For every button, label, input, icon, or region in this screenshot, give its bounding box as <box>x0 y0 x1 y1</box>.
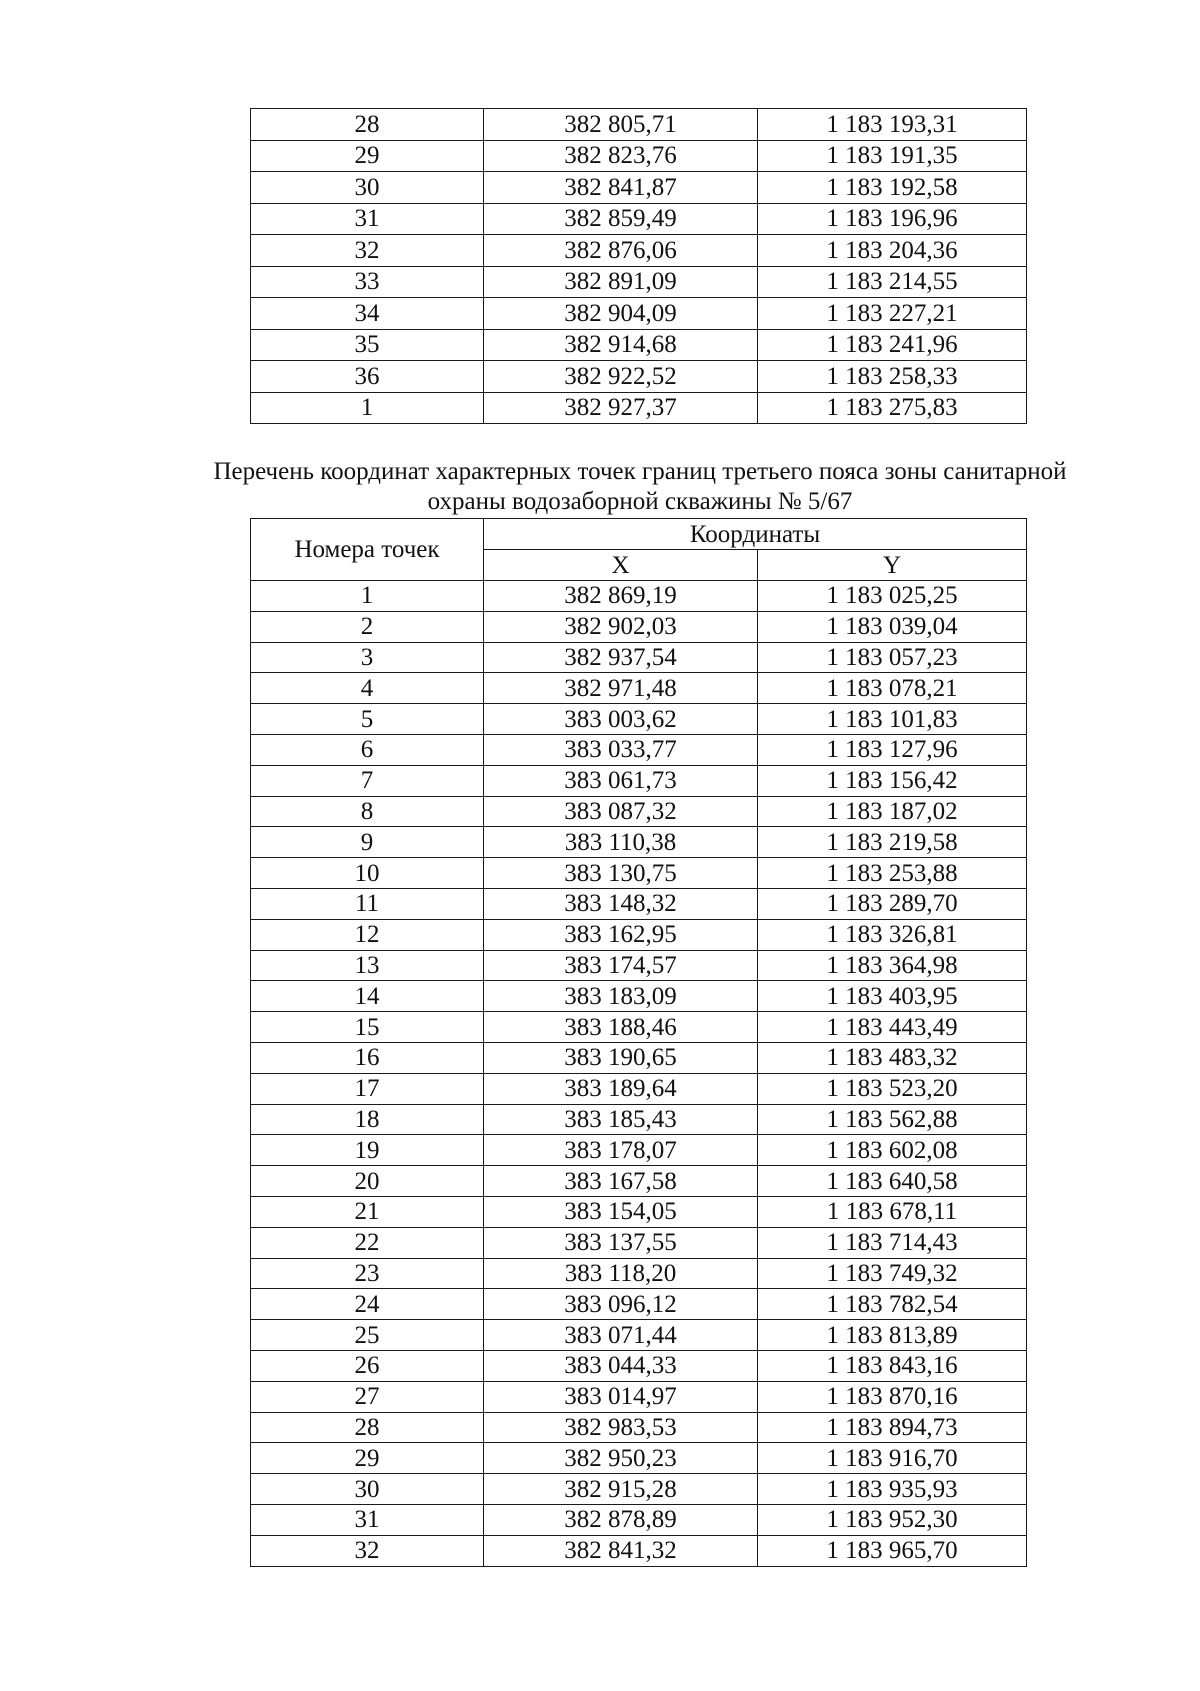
point-number-cell: 28 <box>251 1412 484 1443</box>
table-row <box>251 1258 1027 1289</box>
point-number-cell: 19 <box>251 1135 484 1166</box>
point-number-cell: 30 <box>251 1474 484 1505</box>
table-row <box>251 704 1027 735</box>
y-coordinate-cell: 1 183 275,83 <box>758 392 1027 424</box>
y-coordinate-cell: 1 183 562,88 <box>758 1104 1027 1135</box>
x-coordinate-cell: 383 033,77 <box>484 734 758 765</box>
point-number-cell: 33 <box>251 266 484 298</box>
point-number-cell: 32 <box>251 235 484 267</box>
table-row <box>251 611 1027 642</box>
header-coordinates: Координаты <box>484 519 1027 550</box>
point-number-cell: 11 <box>251 888 484 919</box>
y-coordinate-cell: 1 183 191,35 <box>758 140 1027 172</box>
header-y: Y <box>758 550 1027 581</box>
section-title-line1: Перечень координат характерных точек границ третьего пояса зоны санитарной <box>213 458 1067 485</box>
y-coordinate-cell: 1 183 782,54 <box>758 1289 1027 1320</box>
point-number-cell: 12 <box>251 919 484 950</box>
point-number-cell: 31 <box>251 203 484 235</box>
point-number-cell: 36 <box>251 361 484 393</box>
x-coordinate-cell: 382 859,49 <box>484 203 758 235</box>
table-row <box>251 1042 1027 1073</box>
point-number-cell: 10 <box>251 858 484 889</box>
x-coordinate-cell: 383 014,97 <box>484 1381 758 1412</box>
x-coordinate-cell: 383 118,20 <box>484 1258 758 1289</box>
x-coordinate-cell: 382 891,09 <box>484 266 758 298</box>
table-row <box>251 796 1027 827</box>
y-coordinate-cell: 1 183 025,25 <box>758 581 1027 612</box>
point-number-cell: 13 <box>251 950 484 981</box>
y-coordinate-cell: 1 183 101,83 <box>758 704 1027 735</box>
table-row <box>251 235 1027 267</box>
point-number-cell: 1 <box>251 581 484 612</box>
table-row <box>251 919 1027 950</box>
x-coordinate-cell: 383 003,62 <box>484 704 758 735</box>
table-row <box>251 1196 1027 1227</box>
x-coordinate-cell: 382 904,09 <box>484 298 758 330</box>
table-row <box>251 329 1027 361</box>
x-coordinate-cell: 383 110,38 <box>484 827 758 858</box>
point-number-cell: 22 <box>251 1227 484 1258</box>
x-coordinate-cell: 383 190,65 <box>484 1042 758 1073</box>
y-coordinate-cell: 1 183 219,58 <box>758 827 1027 858</box>
y-coordinate-cell: 1 183 403,95 <box>758 981 1027 1012</box>
point-number-cell: 8 <box>251 796 484 827</box>
x-coordinate-cell: 383 185,43 <box>484 1104 758 1135</box>
point-number-cell: 6 <box>251 734 484 765</box>
table-row <box>251 765 1027 796</box>
y-coordinate-cell: 1 183 192,58 <box>758 172 1027 204</box>
x-coordinate-cell: 383 167,58 <box>484 1166 758 1197</box>
y-coordinate-cell: 1 183 443,49 <box>758 1012 1027 1043</box>
x-coordinate-cell: 383 174,57 <box>484 950 758 981</box>
point-number-cell: 2 <box>251 611 484 642</box>
point-number-cell: 9 <box>251 827 484 858</box>
y-coordinate-cell: 1 183 326,81 <box>758 919 1027 950</box>
point-number-cell: 5 <box>251 704 484 735</box>
y-coordinate-cell: 1 183 364,98 <box>758 950 1027 981</box>
x-coordinate-cell: 382 805,71 <box>484 109 758 141</box>
x-coordinate-cell: 382 927,37 <box>484 392 758 424</box>
point-number-cell: 32 <box>251 1535 484 1566</box>
point-number-cell: 35 <box>251 329 484 361</box>
point-number-cell: 4 <box>251 673 484 704</box>
y-coordinate-cell: 1 183 714,43 <box>758 1227 1027 1258</box>
point-number-cell: 24 <box>251 1289 484 1320</box>
table-header <box>251 519 1027 581</box>
table-row <box>251 1350 1027 1381</box>
table-row <box>251 1073 1027 1104</box>
y-coordinate-cell: 1 183 894,73 <box>758 1412 1027 1443</box>
y-coordinate-cell: 1 183 241,96 <box>758 329 1027 361</box>
y-coordinate-cell: 1 183 870,16 <box>758 1381 1027 1412</box>
x-coordinate-cell: 382 823,76 <box>484 140 758 172</box>
point-number-cell: 26 <box>251 1350 484 1381</box>
x-coordinate-cell: 383 130,75 <box>484 858 758 889</box>
table-row <box>251 392 1027 424</box>
y-coordinate-cell: 1 183 204,36 <box>758 235 1027 267</box>
table-row <box>251 734 1027 765</box>
point-number-cell: 25 <box>251 1320 484 1351</box>
table-row <box>251 642 1027 673</box>
point-number-cell: 18 <box>251 1104 484 1135</box>
y-coordinate-cell: 1 183 078,21 <box>758 673 1027 704</box>
point-number-cell: 20 <box>251 1166 484 1197</box>
x-coordinate-cell: 383 154,05 <box>484 1196 758 1227</box>
table-row <box>251 361 1027 393</box>
table-row <box>251 1135 1027 1166</box>
y-coordinate-cell: 1 183 196,96 <box>758 203 1027 235</box>
x-coordinate-cell: 382 915,28 <box>484 1474 758 1505</box>
x-coordinate-cell: 383 087,32 <box>484 796 758 827</box>
point-number-cell: 29 <box>251 1443 484 1474</box>
y-coordinate-cell: 1 183 678,11 <box>758 1196 1027 1227</box>
point-number-cell: 16 <box>251 1042 484 1073</box>
y-coordinate-cell: 1 183 057,23 <box>758 642 1027 673</box>
y-coordinate-cell: 1 183 602,08 <box>758 1135 1027 1166</box>
x-coordinate-cell: 383 096,12 <box>484 1289 758 1320</box>
header-point-numbers: Номера точек <box>251 519 484 581</box>
table-row <box>251 1104 1027 1135</box>
table-row <box>251 1412 1027 1443</box>
x-coordinate-cell: 383 188,46 <box>484 1012 758 1043</box>
point-number-cell: 29 <box>251 140 484 172</box>
y-coordinate-cell: 1 183 258,33 <box>758 361 1027 393</box>
y-coordinate-cell: 1 183 640,58 <box>758 1166 1027 1197</box>
point-number-cell: 14 <box>251 981 484 1012</box>
x-coordinate-cell: 382 937,54 <box>484 642 758 673</box>
x-coordinate-cell: 383 183,09 <box>484 981 758 1012</box>
x-coordinate-cell: 383 137,55 <box>484 1227 758 1258</box>
y-coordinate-cell: 1 183 749,32 <box>758 1258 1027 1289</box>
y-coordinate-cell: 1 183 253,88 <box>758 858 1027 889</box>
table-row <box>251 140 1027 172</box>
y-coordinate-cell: 1 183 965,70 <box>758 1535 1027 1566</box>
y-coordinate-cell: 1 183 039,04 <box>758 611 1027 642</box>
y-coordinate-cell: 1 183 843,16 <box>758 1350 1027 1381</box>
x-coordinate-cell: 382 841,32 <box>484 1535 758 1566</box>
x-coordinate-cell: 382 869,19 <box>484 581 758 612</box>
y-coordinate-cell: 1 183 813,89 <box>758 1320 1027 1351</box>
continued-table-body <box>251 109 1027 424</box>
table-row <box>251 1227 1027 1258</box>
table-row <box>251 1320 1027 1351</box>
table-row <box>251 1535 1027 1566</box>
y-coordinate-cell: 1 183 187,02 <box>758 796 1027 827</box>
x-coordinate-cell: 383 148,32 <box>484 888 758 919</box>
table-row <box>251 109 1027 141</box>
point-number-cell: 7 <box>251 765 484 796</box>
x-coordinate-cell: 382 878,89 <box>484 1504 758 1535</box>
zone3-coordinates-table <box>250 518 1027 1567</box>
x-coordinate-cell: 383 071,44 <box>484 1320 758 1351</box>
table-row <box>251 673 1027 704</box>
y-coordinate-cell: 1 183 523,20 <box>758 1073 1027 1104</box>
y-coordinate-cell: 1 183 483,32 <box>758 1042 1027 1073</box>
point-number-cell: 27 <box>251 1381 484 1412</box>
y-coordinate-cell: 1 183 952,30 <box>758 1504 1027 1535</box>
table-row <box>251 298 1027 330</box>
x-coordinate-cell: 382 914,68 <box>484 329 758 361</box>
x-coordinate-cell: 382 902,03 <box>484 611 758 642</box>
zone3-table-body <box>251 581 1027 1567</box>
table-row <box>251 950 1027 981</box>
table-row <box>251 581 1027 612</box>
point-number-cell: 17 <box>251 1073 484 1104</box>
table-row <box>251 1289 1027 1320</box>
x-coordinate-cell: 382 876,06 <box>484 235 758 267</box>
y-coordinate-cell: 1 183 916,70 <box>758 1443 1027 1474</box>
continued-coordinates-table <box>250 108 1027 424</box>
point-number-cell: 23 <box>251 1258 484 1289</box>
table-row <box>251 1443 1027 1474</box>
table-row <box>251 858 1027 889</box>
x-coordinate-cell: 383 178,07 <box>484 1135 758 1166</box>
x-coordinate-cell: 382 983,53 <box>484 1412 758 1443</box>
point-number-cell: 3 <box>251 642 484 673</box>
x-coordinate-cell: 382 841,87 <box>484 172 758 204</box>
point-number-cell: 34 <box>251 298 484 330</box>
x-coordinate-cell: 383 189,64 <box>484 1073 758 1104</box>
point-number-cell: 30 <box>251 172 484 204</box>
table-row <box>251 827 1027 858</box>
header-x: X <box>484 550 758 581</box>
x-coordinate-cell: 382 950,23 <box>484 1443 758 1474</box>
point-number-cell: 28 <box>251 109 484 141</box>
point-number-cell: 1 <box>251 392 484 424</box>
y-coordinate-cell: 1 183 193,31 <box>758 109 1027 141</box>
table-row <box>251 203 1027 235</box>
y-coordinate-cell: 1 183 156,42 <box>758 765 1027 796</box>
table-row <box>251 981 1027 1012</box>
point-number-cell: 31 <box>251 1504 484 1535</box>
table-row <box>251 266 1027 298</box>
table-row <box>251 172 1027 204</box>
point-number-cell: 21 <box>251 1196 484 1227</box>
x-coordinate-cell: 383 044,33 <box>484 1350 758 1381</box>
table-row <box>251 1166 1027 1197</box>
y-coordinate-cell: 1 183 227,21 <box>758 298 1027 330</box>
table-row <box>251 888 1027 919</box>
y-coordinate-cell: 1 183 935,93 <box>758 1474 1027 1505</box>
x-coordinate-cell: 382 971,48 <box>484 673 758 704</box>
table-row <box>251 1381 1027 1412</box>
y-coordinate-cell: 1 183 214,55 <box>758 266 1027 298</box>
y-coordinate-cell: 1 183 289,70 <box>758 888 1027 919</box>
section-title-line2: охраны водозаборной скважины № 5/67 <box>427 488 853 515</box>
table-row <box>251 1504 1027 1535</box>
x-coordinate-cell: 382 922,52 <box>484 361 758 393</box>
table-row <box>251 1012 1027 1043</box>
point-number-cell: 15 <box>251 1012 484 1043</box>
x-coordinate-cell: 383 061,73 <box>484 765 758 796</box>
y-coordinate-cell: 1 183 127,96 <box>758 734 1027 765</box>
x-coordinate-cell: 383 162,95 <box>484 919 758 950</box>
section-title <box>150 457 1130 517</box>
table-row <box>251 1474 1027 1505</box>
